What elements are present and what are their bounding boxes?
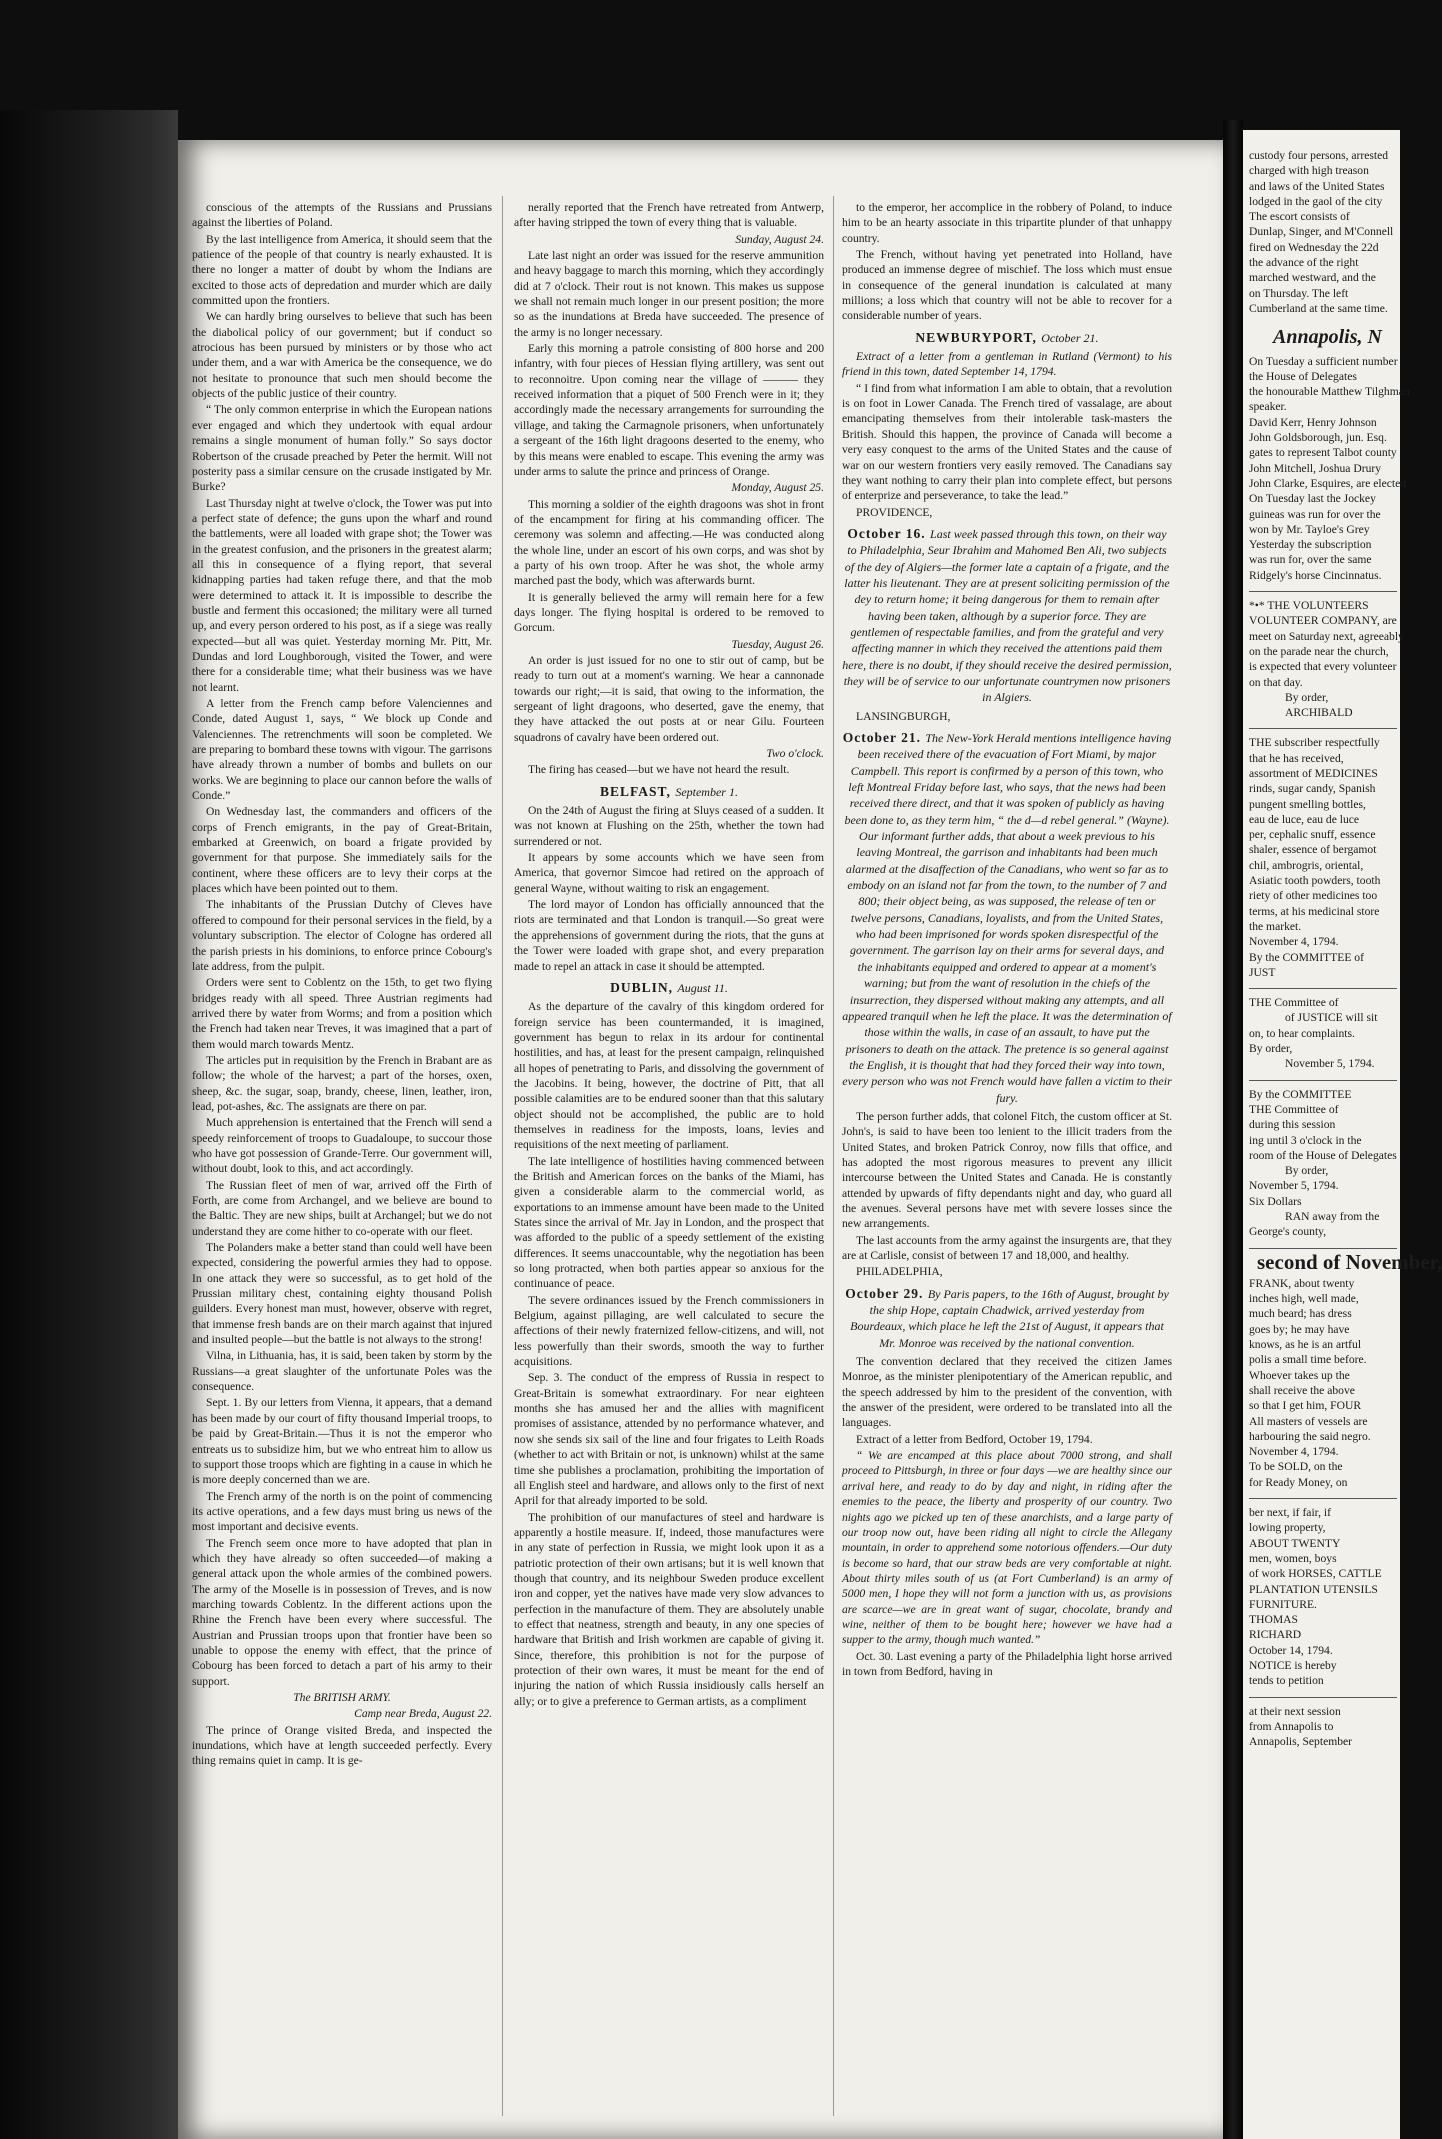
dateline-place: October 29.: [845, 1285, 928, 1301]
dateline-place: October 16.: [847, 525, 931, 541]
text-line: ing until 3 o'clock in the: [1249, 1133, 1362, 1147]
text-line: gates to represent Talbot county: [1249, 446, 1397, 460]
text-line: the House of Delegates: [1249, 369, 1357, 383]
text-line: Whoever takes up the: [1249, 1368, 1350, 1382]
text-line: By order,: [1285, 690, 1329, 704]
text-line: RAN away from the: [1285, 1210, 1380, 1223]
text-line: that he has received,: [1249, 751, 1344, 765]
paragraph: The Russian fleet of men of war, arrived off the Firth of Forth, are come from Archangel, and we believe are bound to the Baltic. They are new ships, built at Archangel; but we do not understand they are come hither to co-operate with our fleet.: [192, 1178, 492, 1238]
text-line: David Kerr, Henry Johnson: [1249, 415, 1377, 429]
text-line: Cumberland at the same time.: [1249, 301, 1388, 315]
column-1: [192, 200, 492, 1770]
text-line: November 4, 1794.: [1249, 935, 1339, 949]
paragraph: Two o'clock.: [766, 747, 824, 761]
page-gutter: [1223, 120, 1243, 2139]
text-line: of JUSTICE will sit: [1285, 1011, 1378, 1025]
text-line: JUST: [1249, 965, 1276, 979]
text-line: The escort consists of: [1249, 210, 1350, 224]
text-line: ABOUT TWENTY: [1249, 1536, 1341, 1550]
text-line: assortment of MEDICINES: [1249, 766, 1378, 780]
divider: [1249, 1080, 1397, 1081]
text-line: To be SOLD, on the: [1249, 1460, 1343, 1474]
text-line: FRANK, about twenty: [1249, 1276, 1355, 1290]
text-line: on the parade near the church,: [1249, 644, 1389, 658]
text-line: FURNITURE.: [1249, 1597, 1317, 1611]
text-line: so that I get him, FOUR: [1249, 1399, 1362, 1413]
text-line: lodged in the gaol of the city: [1249, 194, 1383, 208]
dateline: [842, 330, 1172, 346]
paragraph: The firing has ceased—but we have not heard the result.: [528, 763, 790, 777]
text-line: THE Committee of: [1249, 1102, 1339, 1116]
divider: [1249, 728, 1397, 729]
text-line: On Tuesday a sufficient number: [1249, 354, 1398, 368]
text-line: October 14, 1794.: [1249, 1643, 1333, 1657]
text-line: much beard; has dress: [1249, 1307, 1352, 1321]
divider: [1249, 1697, 1397, 1698]
paragraph: Sept. 1. By our letters from Vienna, it appears, that a demand has been made by our court of fifty thousand Imperial troops, to be paid by Great-Britain.—Thus it is not the emperor who entreats us to subsidize him, but we who entreat him to allow us to support those troops which are fighting in a cause in which he is more deeply concerned than we are.: [192, 1396, 492, 1487]
text-line: John Goldsborough, jun. Esq.: [1249, 431, 1387, 445]
text-line: November 5, 1794.: [1285, 1057, 1375, 1071]
paragraph: It appears by some accounts which we have seen from America, that governor Simcoe had retired on the approach of general Wayne, without waiting to risk an engagement.: [514, 851, 824, 895]
text-line: rinds, sugar candy, Spanish: [1249, 782, 1376, 796]
paragraph: PROVIDENCE,: [856, 505, 933, 519]
text-line: charged with high treason: [1249, 164, 1369, 178]
paragraph: The last accounts from the army against the insurgents are, that they are at Carlisle, consist of between 17 and 18,000, and healthy.: [842, 1233, 1172, 1262]
paragraph: We can hardly bring ourselves to believe that such has been the diabolical policy of our government; but if conduct so atrocious has been pursued by ministers or by those who act under them, and a war with America be the consequence, we do not hesitate to pronounce that such men should become the objects of the public justice of their country.: [192, 310, 492, 401]
paragraph: The lord mayor of London has officially announced that the riots are terminated and that London is tranquil.—So great were the apprehensions of government during the riots, that the guns at the Tower were loaded with grape shot, and every preparation made to repel an attack in case it should be attempted.: [514, 898, 824, 973]
text-line: George's county,: [1249, 1225, 1327, 1239]
paragraph: to the emperor, her accomplice in the robbery of Poland, to induce him to be an hearty associate in this tripartite plunder of that unhappy country.: [842, 201, 1172, 245]
paragraph: conscious of the attempts of the Russians and Prussians against the liberties of Poland.: [192, 201, 492, 230]
paragraph: “ We are encamped at this place about 7000 strong, and shall proceed to Pittsburgh, in three or four days —we are healthy since our arrival here, and ready to do by day and night, in riding after the enemies to the peace, the liberty and prosperity of our country. Two nights ago we picked up ten of these anarchists, and a large party of our troop now out, have been riding all night to circle the Allegany mountain, in order to apprehend some notorious offenders.—Our duty is become so hard, that our straw beds are very comfortable at night. About thirty miles south of us (at Fort Cumberland) is an army of 5000 men, I hope they will not form a junction with us, as provisions are scarce—we are in great want of sugar, chocolate, brandy and wine, neither of them to be bought here; however we have had a supper to the army, though much wanted.”: [842, 1449, 1172, 1647]
dateline: [514, 784, 824, 800]
text-line: Dunlap, Singer, and M'Connell: [1249, 225, 1394, 239]
text-line: per, cephalic snuff, essence: [1249, 828, 1376, 842]
text-line: at their next session: [1249, 1704, 1341, 1718]
dateline: [842, 1286, 1172, 1351]
paragraph: The articles put in requisition by the French in Brabant are as follow; the whole of the harvest; a part of the horses, oxen, sheep, &c. the sugar, soap, brandy, cheese, linen, leather, iron, lead, pot-ashes, &c. The assignats are there on par.: [192, 1053, 492, 1113]
text-line: THE Committee of: [1249, 996, 1339, 1010]
paragraph: “ The only common enterprise in which the European nations ever engaged and which they undertook with equal ardour remains a single monument of human folly.” So says doctor Robertson of the crusade preached by Peter the hermit. Will not posterity pass a similar censure on the crusade instigated by Mr. Burke?: [192, 403, 492, 494]
text-line: eau de luce, eau de luce: [1249, 812, 1360, 826]
book-binding: [0, 110, 178, 2139]
paragraph: A letter from the French camp before Valenciennes and Conde, dated August 1, says, “ We block up Conde and Valenciennes. The retrenchments will soon be completed. We are preparing to bombard these towns with vigour. The garrisons have already thrown a number of bombs and bullets on our works. We are beginning to place our cannon before the walls of Conde.”: [192, 697, 492, 803]
text-line: ber next, if fair, if: [1249, 1506, 1331, 1520]
paragraph: On Wednesday last, the commanders and officers of the corps of French emigrants, in the pay of Great-Britain, embarked at Greenwich, on board a frigate provided by government for that purpose. She immediately sails for the continent, where these officers are to levy their corps at the places which have been pointed out to them.: [192, 805, 492, 896]
text-line: NOTICE is hereby: [1249, 1659, 1337, 1673]
text-line: during this session: [1249, 1118, 1336, 1132]
paragraph: This morning a soldier of the eighth dragoons was shot in front of the encampment for firing at his commanding officer. The ceremony was solemn and affecting.—He was conducted along the whole line, under an escort of his own corps, and was shot by a party of his own troop. After he was shot, the whole army marched past the body, which was afterwards burnt.: [514, 497, 824, 588]
text-line: VOLUNTEER COMPANY, are: [1249, 614, 1397, 628]
paragraph: It is generally believed the army will remain here for a few days longer. The flying hospital is ordered to be removed to Gorcum.: [514, 590, 824, 635]
text-line: PLANTATION UTENSILS: [1249, 1582, 1378, 1596]
dateline: [842, 730, 1172, 1106]
text-line: tends to petition: [1249, 1674, 1324, 1688]
text-line: On Tuesday last the Jockey: [1249, 492, 1376, 506]
paragraph: Last Thursday night at twelve o'clock, the Tower was put into a perfect state of defence; the guns upon the wharf and round the battlements, were all loaded with grape shot; the Tower was in the greatest confusion, and the prisoners in the greatest alarm; all this in consequence of a flying report, that several kidnapping parties had taken refuge there, and that the mob were determined to attack it. It is impossible to describe the bustle and ferment this occasioned; the military were all turned up, and every person ordered to his post, as if a siege was really expected—but all was quiet. Yesterday morning Mr. Pitt, Mr. Dundas and lord Loughborough, visited the Tower, and were there for a considerable time; what their business was we have not learnt.: [192, 496, 492, 694]
text-line: Six Dollars: [1249, 1194, 1302, 1208]
text-line: THOMAS: [1249, 1613, 1298, 1627]
divider: [1249, 1248, 1397, 1249]
text-line: of work HORSES, CATTLE: [1249, 1567, 1382, 1581]
paragraph: The prince of Orange visited Breda, and inspected the inundations, which have at length succeeded perfectly. Every thing remains quiet in camp. It is ge-: [192, 1723, 492, 1768]
dateline-place: BELFAST,: [600, 783, 676, 799]
text-line: John Mitchell, Joshua Drury: [1249, 461, 1382, 475]
text-line: second of November,: [1257, 1249, 1442, 1274]
text-line: THE subscriber respectfully: [1249, 736, 1380, 750]
divider: [1249, 591, 1397, 592]
dateline: [514, 980, 824, 996]
paragraph: The convention declared that they received the citizen James Monroe, as the minister plenipotentiary of the American republic, and the speech addressed by him to the president of the convention, with the answer of the president, were ordered to be translated into all the languages.: [842, 1355, 1172, 1430]
paragraph: Camp near Breda, August 22.: [354, 1707, 492, 1721]
paragraph: Monday, August 25.: [731, 481, 824, 495]
paragraph: By the last intelligence from America, it should seem that the patience of the people of that country is nearly exhausted. It is there no longer a matter of doubt by whom the Indians are excited to those acts of depredation and murder which are daily committed upon the frontiers.: [192, 232, 492, 308]
text-line: pungent smelling bottles,: [1249, 797, 1366, 811]
text-line: fired on Wednesday the 22d: [1249, 240, 1379, 254]
text-line: All masters of vessels are: [1249, 1414, 1368, 1428]
text-line: *•* THE VOLUNTEERS: [1249, 599, 1369, 613]
text-line: the advance of the right: [1249, 256, 1359, 270]
text-line: is expected that every volunteer: [1249, 660, 1397, 674]
text-line: shaler, essence of bergamot: [1249, 843, 1377, 857]
adjacent-page: [1243, 130, 1442, 2139]
text-line: Ridgely's horse Cincinnatus.: [1249, 568, 1382, 582]
paragraph: The French army of the north is on the point of commencing its active operations, and a few days must bring us news of the most important and decisive events.: [192, 1489, 492, 1534]
dateline-date: By Paris papers, to the 16th of August, brought by the ship Hope, captain Chadwick, arrived yesterday from Bourdeaux, which place he left the 21st of August, it appears that Mr. Monroe was received by the national convention.: [850, 1286, 1169, 1350]
paragraph: The prohibition of our manufactures of steel and hardware is apparently a hostile measure. If, indeed, those manufactures were in any state of perfection in Russia, we might look upon it as a patriotic protection of their own artisans; but it is well known that though that country, and its neighbour Sweden produce excellent iron and copper, yet the natives have made very slow advances to perfection in the manufacture of them. They are absolutely unable to effect that neatness, strength and beauty, in any one species of hardware that British and Irish workmen are capable of giving it. Since, therefore, this prohibition is not for the purpose of protection of their own wares, it must be meant for the end of injuring the nation of which Russia insidiously calls herself an ally; or to give a preference to German artists, as a compliment: [514, 1510, 824, 1708]
paragraph: As the departure of the cavalry of this kingdom ordered for foreign service has been countermanded, it is imagined, government has begun to relax in its ardour for continental hostilities, and has, at least for the present campaign, relinquished all hopes of penetrating to Paris, and dissolving the government of the Jacobins. It being, however, the doctrine of Pitt, that all possible calamities are to be endured sooner than that this salutary object should not be accomplished, the public are to hold themselves in readiness for the imposts, loans, levies and requisitions of the next meeting of parliament.: [514, 1000, 824, 1152]
text-line: speaker.: [1249, 400, 1287, 414]
paragraph: The French, without having yet penetrated into Holland, have produced an immense degree of mischief. The loss which must ensue in consequence of the general inundation is calculated at many millions; a loss which that country will not be able to recover for a considerable number of years.: [842, 248, 1172, 323]
text-line: chil, ambrogris, oriental,: [1249, 858, 1364, 872]
paragraph: The inhabitants of the Prussian Dutchy of Cleves have offered to compound for their personal services in the field, by a voluntary subscription. The elector of Cologne has ordered all the parish priests in his dominions, to enforce prince Cobourg's late address, from the pulpit.: [192, 898, 492, 973]
text-line: ARCHIBALD: [1285, 706, 1353, 720]
dateline-date: September 1.: [675, 784, 738, 799]
paragraph: The severe ordinances issued by the French commissioners in Belgium, against pillaging, are well calculated to secure the affections of their newly fraternized fellow-citizens, and will, not less powerfully than their swords, smooth the way to further acquisitions.: [514, 1293, 824, 1369]
paragraph: nerally reported that the French have retreated from Antwerp, after having stripped the town of every thing that is valuable.: [514, 201, 824, 230]
divider: [1249, 988, 1397, 989]
column-2: [514, 200, 824, 1710]
paragraph: Extract of a letter from a gentleman in Rutland (Vermont) to his friend in this town, dated September 14, 1794.: [842, 350, 1172, 379]
dateline-date: August 11.: [677, 980, 728, 995]
text-line: goes by; he may have: [1249, 1322, 1350, 1336]
text-line: November 5, 1794.: [1249, 1179, 1339, 1193]
text-line: on that day.: [1249, 675, 1303, 689]
text-line: from Annapolis to: [1249, 1719, 1334, 1733]
text-line: custody four persons, arrested: [1249, 149, 1389, 162]
paragraph: Orders were sent to Coblentz on the 15th, to get two flying bridges ready with all speed. Three Austrian regiments had arrived there by water from Worms; and from a position which the French had taken near Treves, it was imagined that a part of them would march towards Mentz.: [192, 976, 492, 1051]
text-line: shall receive the above: [1249, 1383, 1355, 1397]
paragraph: Vilna, in Lithuania, has, it is said, been taken by storm by the Russians—a great slaughter of the unfortunate Poles was the consequence.: [192, 1349, 492, 1394]
dateline-date: Last week passed through this town, on their way to Philadelphia, Seur Ibrahim and Mahomed Ben Ali, two subjects of the dey of Algiers—the former late a captain of a frigate, and the latter his lieutenant. They are at present soliciting permission of the dey to return home; it being dangerous for them to remain after having been taken, although by a superior force. They are gentlemen of respectable families, and from the grateful and very affecting manner in which they received the attentions paid them here, there is no doubt, if they should receive the desired permission, they will be of service to our unfortunate countrymen now prisoners in Algiers.: [842, 526, 1172, 705]
text-line: RICHARD: [1249, 1628, 1302, 1642]
paragraph: Extract of a letter from Bedford, October 19, 1794.: [856, 1432, 1093, 1446]
text-line: room of the House of Delegates: [1249, 1148, 1397, 1162]
paragraph: Oct. 30. Last evening a party of the Philadelphia light horse arrived in town from Bedford, having in: [842, 1649, 1172, 1678]
dateline-place: DUBLIN,: [610, 979, 678, 995]
text-line: and laws of the United States: [1249, 179, 1385, 193]
adjacent-page-text: [1249, 148, 1442, 1750]
column-3: [842, 200, 1172, 1680]
text-line: November 4, 1794.: [1249, 1445, 1339, 1459]
text-line: men, women, boys: [1249, 1551, 1337, 1565]
paragraph: The BRITISH ARMY.: [293, 1691, 391, 1704]
text-line: riety of other medicines too: [1249, 889, 1378, 903]
paragraph: Tuesday, August 26.: [731, 637, 824, 651]
paragraph: “ I find from what information I am able to obtain, that a revolution is on foot in Lower Canada. The French tired of vassalage, are about emancipating themselves from their intolerable task-masters the British. Should this happen, the province of Canada will become a very easy conquest to the arms of the United States and the cause of war on our western frontiers very easily removed. The Canadians say they want nothing to carry their plan into complete effect, but persons of enterprize and perseverance, to take the lead.”: [842, 381, 1172, 503]
column-rule: [502, 196, 503, 2116]
text-line: on Thursday. The left: [1249, 286, 1349, 300]
paragraph: The late intelligence of hostilities having commenced between the British and American forces on the banks of the Miami, has given a considerable alarm to the commercial world, as exportations to an immense amount have been made to the United States since the arrival of Mr. Jay in London, and the prospect that was afforded to the public of a speedy settlement of the existing differences. It seems unaccountable, why the negotiation has been so long protracted, when both parties appear so anxious for the continuance of peace.: [514, 1154, 824, 1291]
paragraph: Sunday, August 24.: [735, 232, 824, 246]
paragraph: PHILADELPHIA,: [856, 1265, 943, 1279]
text-line: won by Mr. Tayloe's Grey: [1249, 522, 1370, 536]
paragraph: LANSINGBURGH,: [856, 709, 951, 723]
newspaper-page: [178, 140, 1223, 2139]
text-line: By the COMMITTEE of: [1249, 950, 1364, 964]
dateline-place: October 21.: [842, 730, 926, 745]
text-line: lowing property,: [1249, 1521, 1326, 1535]
text-line: marched westward, and the: [1249, 271, 1376, 285]
text-line: John Clarke, Esquires, are elected: [1249, 476, 1407, 490]
text-line: Annapolis, September: [1249, 1735, 1353, 1749]
text-line: on, to hear complaints.: [1249, 1026, 1355, 1040]
text-line: Annapolis, N: [1273, 326, 1382, 349]
paragraph: Late last night an order was issued for the reserve ammunition and heavy baggage to march this morning, which they accordingly did at 7 o'clock. Their rout is not known. This makes us suppose we shall not remain much longer in our present position; the more so as the inundations at Breda have succeeded. The presence of the army is no longer necessary.: [514, 249, 824, 339]
column-rule: [833, 196, 834, 2116]
paragraph: The Polanders make a better stand than could well have been expected, considering the powerful armies they had to oppose. In one attack they were so successful, as to get hold of the Prussian military chest, containing eighty thousand Polish guilders. Every honest man must, however, observe with regret, that immense fresh bands are on their march against that injured and insulted people—but the battle is not always to the strong!: [192, 1241, 492, 1347]
paragraph: Much apprehension is entertained that the French will send a speedy reinforcement of troops to Guadaloupe, to succour those who have got possession of Grande-Terre. Our government will, without doubt, look to this, and act accordingly.: [192, 1116, 492, 1176]
dateline-date: The New-York Herald mentions intelligence having been received there of the evacuation of Fort Miami, by major Campbell. This report is confirmed by a person of this town, who left Montreal Friday before last, who says, that the news had been received there direct, and that it was spoken of publicly as having been done to, as they term him, “ the d—d rebel general.” (Wayne). Our informant further adds, that about a week previous to his leaving Montreal, the garrison and inhabitants had been much alarmed at the disaffection of the Canadians, who went so far as to embody on an island not far from the town, to the number of 7 and 800; their object being, as was supposed, the release of ten or twelve persons, Canadians, loyalists, and from the United States, who had been imprisoned for words spoken disrespectful of the government. The garrison lay on their arms for several days, and the inhabitants equipped and ordered to appear at a moment's warning; but from the want of resolution in the chiefs of the insurrection, they dispersed without making any attempts, and all appeared tranquil when he left the place. It was the determination of those within the walls, in case of an assault, to have put the prisoners to death on the attack. The pretence is so general against the English, it is thought that had they forced their way into town, every person who was not French would have fallen a victim to their fury.: [842, 731, 1172, 1105]
text-line: knows, as he is an artful: [1249, 1338, 1362, 1352]
paragraph: Sep. 3. The conduct of the empress of Russia in respect to Great-Britain is somewhat extraordinary. For near eighteen months she has amused her and the allies with magnificent promises of assistance, attended by no performance whatever, and now she sends six sail of the line and four frigates to Leith Roads (whether to act with Britain or not, is unknown) whilst at the same time she publishes a proclamation, prohibiting the importation of all English steel and hardware, and allows only to the first of next April for that already imported to be sold.: [514, 1371, 824, 1508]
dateline-place: NEWBURYPORT,: [915, 329, 1042, 345]
text-line: By order,: [1285, 1164, 1329, 1178]
paragraph: On the 24th of August the firing at Sluys ceased of a sudden. It was not known at Flushing on the 25th, whether the town had surrendered or not.: [514, 804, 824, 848]
paragraph: The French seem once more to have adopted that plan in which they have already so often succeeded—of making a general attack upon the whole armies of the combined powers. The army of the Moselle is in possession of Treves, and is now marching towards Coblentz. In the different actions upon the Rhine the French have been every where successful. The Austrian and Prussian troops upon that frontier have been so unable to oppose the enemy with effect, that the prince of Cobourg has been forced to detach a part of his army to their support.: [192, 1536, 492, 1688]
text-line: terms, at his medicinal store: [1249, 904, 1380, 918]
text-line: By the COMMITTEE: [1249, 1087, 1352, 1101]
text-line: Yesterday the subscription: [1249, 538, 1372, 552]
text-line: the market.: [1249, 919, 1302, 933]
dateline: [842, 526, 1172, 706]
divider: [1249, 1498, 1397, 1499]
text-line: the honourable Matthew Tilghman: [1249, 385, 1410, 399]
paragraph: The person further adds, that colonel Fitch, the custom officer at St. John's, is said to have been too lenient to the illicit traders from the United States, and broken Patrick Conroy, now fills that office, and has adopted the most rigorous measures to prevent any illicit intercourse between the United States and Canada. He is constantly attended by upwards of fifty dependants night and day, who guard all the avenues. Several persons have met with severe losses since the new arrangements.: [842, 1109, 1172, 1231]
paragraph: An order is just issued for no one to stir out of camp, but be ready to turn out at a moment's warning. We hear a cannonade towards our right;—it is said, that owing to the information, the sergeant of light dragoons, who deserted, gave the enemy, that they have attacked the out posts at or near Gilu. Fourteen squadrons of cavalry have been ordered out.: [514, 653, 824, 744]
text-line: Asiatic tooth powders, tooth: [1249, 874, 1381, 888]
text-line: harbouring the said negro.: [1249, 1429, 1371, 1443]
text-line: guineas was run for over the: [1249, 507, 1381, 521]
text-line: polis a small time before.: [1249, 1353, 1367, 1367]
dateline-date: October 21.: [1041, 330, 1099, 345]
paragraph: Early this morning a patrole consisting of 800 horse and 200 infantry, with four pieces of Hessian flying artillery, was sent out to reconnoitre. Upon coming near the village of ——— they received information that a piquet of 500 French were in it; they accordingly made the necessary arrangements for surrounding the village, and taking the Carmagnole prisoners, when unfortunately a sergeant of the 16th light dragoons deserted to the enemy, who by this means were enabled to escape. This evening the army was under arms to salute the prince and princess of Orange.: [514, 342, 824, 478]
text-line: meet on Saturday next, agreeably: [1249, 629, 1404, 643]
text-line: for Ready Money, on: [1249, 1475, 1348, 1489]
text-line: inches high, well made,: [1249, 1292, 1359, 1306]
text-line: By order,: [1249, 1042, 1293, 1056]
text-line: was run for, over the same: [1249, 553, 1372, 567]
